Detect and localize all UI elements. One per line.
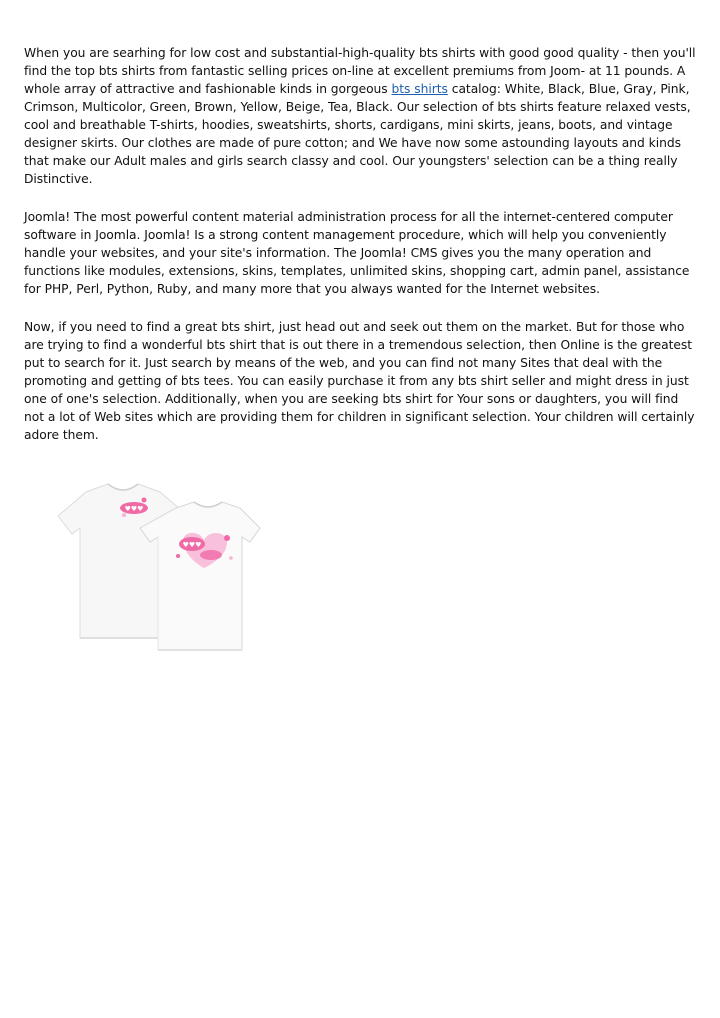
front-shirt: [140, 502, 260, 650]
svg-text:♥♥♥: ♥♥♥: [182, 541, 202, 549]
svg-text:♥♥♥: ♥♥♥: [124, 505, 144, 513]
paragraph-2: Joomla! The most powerful content material administration process for all the internet-centered computer software in Joomla. Joomla! Is a strong content management procedure, which will help you conveniently handle your websites, and your site's information. The Joomla! CMS gives you the many operation and functions like modules, extensions, skins, templates, unlimited skins, shopping cart, admin panel, assistance for PHP, Perl, Python, Ruby, and many more that you always wanted for the Internet websites.: [24, 210, 690, 296]
paragraph-1-text-b: catalog: White, Black, Blue, Gray, Pink, Crimson, Multicolor, Green, Brown, Yellow, Beige, Tea, Black. Our selection of bts shirts feature relaxed vests, cool and breathable T-shirts, hoodies, sweatshirts, shorts, cardigans, mini skirts, jeans, boots, and vintage designer skirts. Our clothes are made of pure cotton; and We have now some astounding layouts and kinds that make our Adult males and girls search classy and cool. Our youngsters' selection can be a thing really Distinctive.: [24, 82, 691, 186]
paragraph-1: [24, 44, 696, 188]
paragraph-3: Now, if you need to find a great bts shirt, just head out and seek out them on the market. But for those who are trying to find a wonderful bts shirt that is out there in a tremendous selection, then Online is the greatest put to search for it. Just search by means of the web, and you can find not many Sites that deal with the promoting and getting of bts tees. You can easily purchase it from any bts shirt seller and might dress in just one of one's selection. Additionally, when you are seeking bts shirt for Your sons or daughters, you will find not a lot of Web sites which are providing them for children in significant selection. Your children will certainly adore them.: [24, 320, 695, 442]
paragraph-1-text-a: When you are searhing for low cost and substantial-high-quality bts shirts with good good quality - then you'll find the top bts shirts from fantastic selling prices on-line at excellent premiums from Joom- at 11 pounds. A whole array of attractive and fashionable kinds in gorgeous: [24, 46, 696, 96]
bts-shirts-link[interactable]: bts shirts: [391, 82, 448, 96]
tshirt-illustration: [28, 462, 268, 662]
article-body: [24, 44, 696, 464]
tshirt-pair-image: [28, 462, 268, 662]
